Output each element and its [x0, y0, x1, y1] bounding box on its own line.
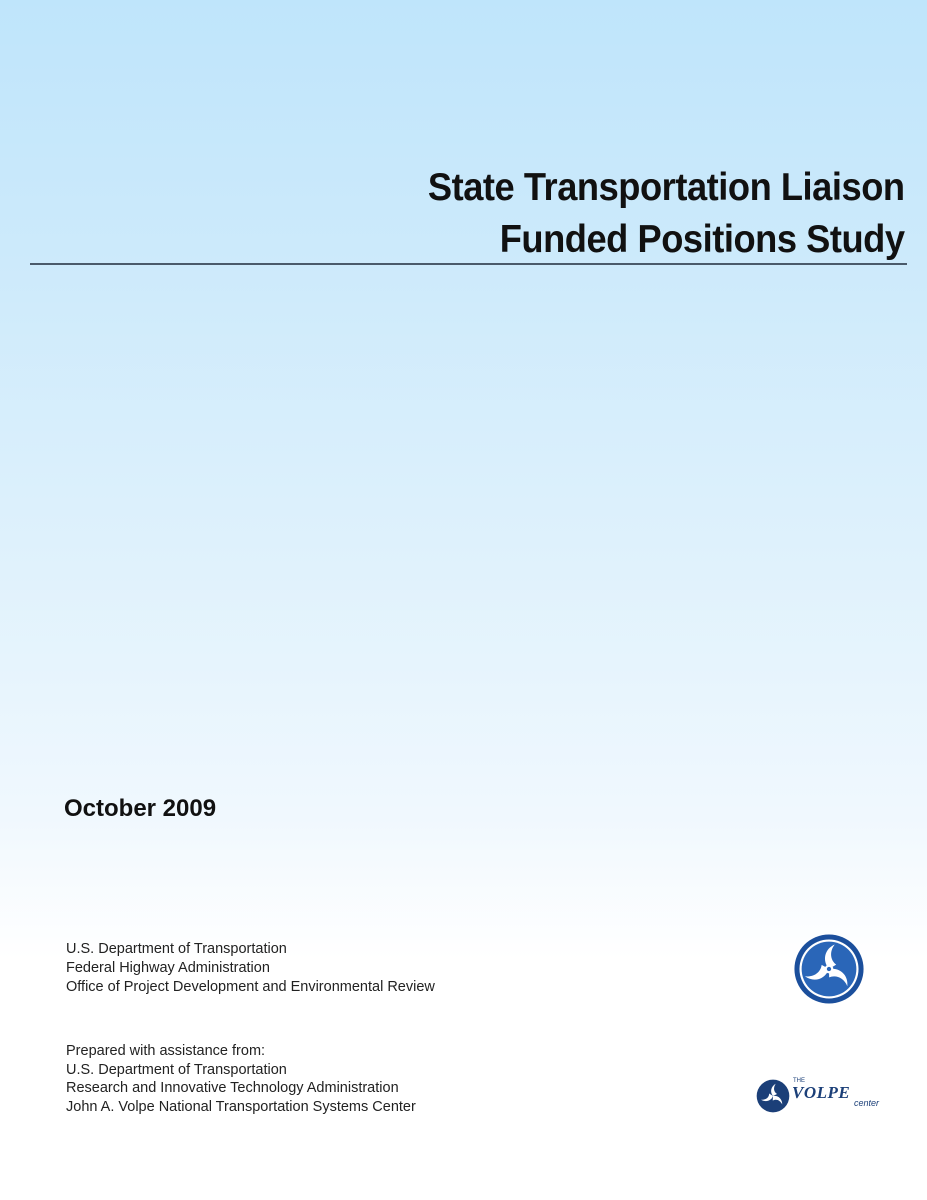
volpe-center-logo [756, 1076, 906, 1116]
prepared-line-4: John A. Volpe National Transportation Systems Center [66, 1098, 416, 1115]
volpe-triskelion-icon [756, 1079, 790, 1113]
report-title [392, 162, 905, 266]
title-line-2: Funded Positions Study [500, 218, 905, 261]
agency-line-1: U.S. Department of Transportation [66, 941, 287, 957]
publication-date: October 2009 [64, 795, 217, 822]
prepared-line-3: Research and Innovative Technology Administration [66, 1080, 399, 1096]
prepared-line-1: Prepared with assistance from: [66, 1043, 266, 1059]
prepared-line-2: U.S. Department of Transportation [66, 1061, 287, 1078]
dot-logo-icon [793, 933, 865, 1005]
title-divider [30, 263, 907, 265]
volpe-name: VOLPE [792, 1083, 851, 1102]
title-line-1: State Transportation Liaison [428, 166, 905, 209]
volpe-suffix: center [854, 1098, 880, 1108]
volpe-prefix: THE [793, 1078, 805, 1084]
agency-block [66, 940, 435, 997]
agency-line-3: Office of Project Development and Environmental Review [66, 979, 435, 995]
prepared-by-block [66, 1042, 416, 1116]
agency-line-2: Federal Highway Administration [66, 960, 270, 976]
